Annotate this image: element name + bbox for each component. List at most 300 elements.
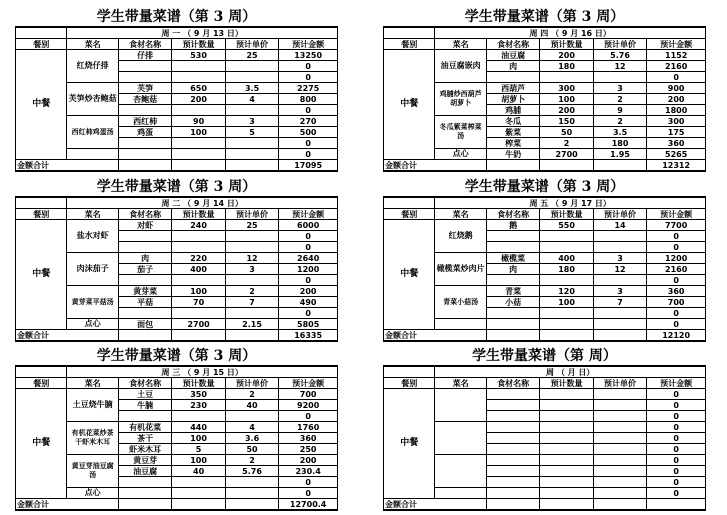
header-dish: 菜名	[67, 39, 118, 50]
header-meal: 餐别	[16, 39, 67, 50]
header-meal: 餐别	[16, 209, 67, 220]
qty-cell: 240	[172, 220, 225, 231]
amount-cell: 0	[279, 72, 338, 83]
amount-cell: 500	[279, 127, 338, 138]
ingredient-cell: 冬瓜	[486, 116, 539, 127]
qty-cell: 400	[540, 253, 593, 264]
total-amount: 12700.4	[279, 499, 338, 511]
dish-name: 橄榄菜炒肉片	[435, 253, 486, 286]
qty-cell: 2700	[172, 319, 225, 330]
total-label: 金额合计	[16, 499, 119, 511]
price-cell: 2	[225, 286, 278, 297]
header-amount: 预计金额	[647, 378, 706, 389]
header-qty: 预计数量	[540, 378, 593, 389]
amount-cell: 13250	[279, 50, 338, 61]
dish-name	[67, 149, 118, 160]
day-date: 周 四 （ 9 月 16 日）	[435, 27, 706, 39]
header-dish: 菜名	[435, 39, 486, 50]
meal-type: 中餐	[16, 389, 67, 499]
ingredient-cell: 鹅	[486, 220, 539, 231]
qty-cell: 100	[172, 455, 225, 466]
amount-cell: 270	[279, 116, 338, 127]
amount-cell: 360	[279, 433, 338, 444]
price-cell	[593, 433, 646, 444]
menu-title: 学生带量菜谱（第 3 周）	[96, 348, 257, 364]
qty-cell	[540, 477, 593, 488]
qty-cell	[540, 275, 593, 286]
menu-table	[383, 365, 706, 511]
price-cell	[225, 488, 278, 499]
menu-title: 学生带量菜谱（第 周）	[472, 348, 617, 364]
menu-title: 学生带量菜谱（第 3 周）	[96, 9, 257, 25]
dish-name	[435, 319, 486, 330]
amount-cell: 700	[647, 297, 706, 308]
price-cell	[225, 477, 278, 488]
qty-cell	[540, 319, 593, 330]
qty-cell	[540, 488, 593, 499]
menu-panel-p3	[15, 178, 338, 342]
price-cell	[593, 455, 646, 466]
amount-cell: 0	[647, 319, 706, 330]
dish-name: 土豆烧牛腩	[67, 389, 118, 422]
qty-cell: 220	[172, 253, 225, 264]
table-row	[16, 389, 338, 400]
amount-cell: 0	[279, 308, 338, 319]
qty-cell	[172, 242, 225, 253]
qty-cell: 100	[172, 433, 225, 444]
header-qty: 预计数量	[540, 209, 593, 220]
menu-title: 学生带量菜谱（第 3 周）	[464, 9, 625, 25]
price-cell: 12	[593, 264, 646, 275]
ingredient-cell	[486, 477, 539, 488]
ingredient-cell: 有机花菜	[118, 422, 171, 433]
dish-name: 鸡脯炒西葫芦胡萝卜	[435, 83, 486, 116]
ingredient-cell	[486, 400, 539, 411]
qty-cell	[172, 105, 225, 116]
price-cell: 3	[225, 264, 278, 275]
ingredient-cell: 西红柿	[118, 116, 171, 127]
amount-cell: 0	[279, 149, 338, 160]
amount-cell: 1152	[647, 50, 706, 61]
header-qty: 预计数量	[172, 39, 225, 50]
ingredient-cell	[486, 466, 539, 477]
qty-cell	[540, 72, 593, 83]
qty-cell: 200	[172, 94, 225, 105]
ingredient-cell	[486, 319, 539, 330]
dish-name: 有机花菜炒茶干虾米木耳	[67, 422, 118, 455]
dish-name: 点心	[67, 319, 118, 330]
price-cell: 14	[593, 220, 646, 231]
menu-panel-p4	[383, 178, 706, 342]
amount-cell: 0	[279, 488, 338, 499]
ingredient-cell: 土豆	[118, 389, 171, 400]
total-amount: 12120	[647, 330, 706, 342]
qty-cell: 2700	[540, 149, 593, 160]
price-cell: 3.6	[225, 433, 278, 444]
header-ingredient: 食材名称	[118, 39, 171, 50]
amount-cell: 0	[647, 275, 706, 286]
ingredient-cell: 胡萝卜	[486, 94, 539, 105]
qty-cell: 200	[540, 105, 593, 116]
price-cell: 4	[225, 94, 278, 105]
header-meal: 餐别	[384, 209, 435, 220]
amount-cell: 300	[647, 116, 706, 127]
qty-cell: 300	[540, 83, 593, 94]
qty-cell: 100	[540, 94, 593, 105]
dish-name: 点心	[435, 149, 486, 160]
amount-cell: 0	[279, 138, 338, 149]
ingredient-cell	[118, 488, 171, 499]
qty-cell	[540, 242, 593, 253]
header-dish: 菜名	[435, 209, 486, 220]
header-dish: 菜名	[67, 378, 118, 389]
qty-cell: 2	[540, 138, 593, 149]
ingredient-cell	[118, 308, 171, 319]
ingredient-cell: 牛奶	[486, 149, 539, 160]
dish-name: 红烧鹅	[435, 220, 486, 253]
dish-name: 黄芽菜平菇汤	[67, 286, 118, 319]
price-cell: 7	[225, 297, 278, 308]
qty-cell: 440	[172, 422, 225, 433]
ingredient-cell	[486, 444, 539, 455]
dish-name: 西红柿鸡蛋汤	[67, 116, 118, 149]
qty-cell: 350	[172, 389, 225, 400]
ingredient-cell	[118, 242, 171, 253]
header-meal: 餐别	[16, 378, 67, 389]
price-cell: 25	[225, 50, 278, 61]
amount-cell: 5265	[647, 149, 706, 160]
day-date: 周 二 （ 9 月 14 日）	[67, 197, 338, 209]
price-cell: 7	[593, 297, 646, 308]
qty-cell: 100	[172, 286, 225, 297]
dish-name: 红烧仔排	[67, 50, 118, 83]
amount-cell: 900	[647, 83, 706, 94]
qty-cell: 5	[172, 444, 225, 455]
amount-cell: 230.4	[279, 466, 338, 477]
dish-name: 芙笋炒杏鲍菇	[67, 83, 118, 116]
qty-cell: 650	[172, 83, 225, 94]
ingredient-cell: 仔排	[118, 50, 171, 61]
price-cell: 3	[593, 253, 646, 264]
amount-cell: 0	[647, 231, 706, 242]
price-cell	[593, 477, 646, 488]
menu-table	[15, 26, 338, 172]
amount-cell: 0	[647, 477, 706, 488]
price-cell	[225, 105, 278, 116]
day-date: 周 五 （ 9 月 17 日）	[435, 197, 706, 209]
price-cell	[593, 466, 646, 477]
header-qty: 预计数量	[540, 39, 593, 50]
qty-cell	[540, 389, 593, 400]
amount-cell: 200	[279, 286, 338, 297]
price-cell	[593, 444, 646, 455]
menu-title: 学生带量菜谱（第 3 周）	[96, 179, 257, 195]
qty-cell	[172, 61, 225, 72]
price-cell: 180	[593, 138, 646, 149]
amount-cell: 0	[647, 308, 706, 319]
price-cell: 12	[225, 253, 278, 264]
price-cell	[225, 275, 278, 286]
menu-table	[383, 26, 706, 172]
header-ingredient: 食材名称	[118, 209, 171, 220]
qty-cell	[172, 149, 225, 160]
ingredient-cell	[118, 231, 171, 242]
ingredient-cell	[118, 477, 171, 488]
amount-cell: 1200	[647, 253, 706, 264]
ingredient-cell	[486, 72, 539, 83]
ingredient-cell: 西葫芦	[486, 83, 539, 94]
ingredient-cell: 油豆腐	[118, 466, 171, 477]
ingredient-cell	[118, 72, 171, 83]
amount-cell: 7700	[647, 220, 706, 231]
amount-cell: 0	[647, 433, 706, 444]
qty-cell	[172, 138, 225, 149]
meal-type: 中餐	[384, 220, 435, 330]
price-cell	[225, 138, 278, 149]
amount-cell: 0	[279, 411, 338, 422]
qty-cell: 200	[540, 50, 593, 61]
price-cell: 5.76	[225, 466, 278, 477]
table-row	[16, 220, 338, 231]
qty-cell	[540, 231, 593, 242]
header-qty: 预计数量	[172, 209, 225, 220]
price-cell: 9	[593, 105, 646, 116]
price-cell: 3	[593, 83, 646, 94]
amount-cell: 800	[279, 94, 338, 105]
amount-cell: 700	[279, 389, 338, 400]
header-price: 预计单价	[225, 209, 278, 220]
amount-cell: 0	[647, 444, 706, 455]
price-cell	[593, 400, 646, 411]
price-cell: 3.5	[593, 127, 646, 138]
qty-cell	[172, 308, 225, 319]
total-label: 金额合计	[16, 160, 119, 172]
menu-table	[383, 196, 706, 342]
qty-cell	[540, 444, 593, 455]
ingredient-cell: 平菇	[118, 297, 171, 308]
price-cell	[225, 242, 278, 253]
price-cell: 5	[225, 127, 278, 138]
menu-table	[15, 365, 338, 511]
price-cell	[593, 319, 646, 330]
dish-name: 点心	[67, 488, 118, 499]
day-date: 周 一 （ 9 月 13 日）	[67, 27, 338, 39]
qty-cell: 100	[540, 297, 593, 308]
amount-cell: 0	[279, 61, 338, 72]
dish-name: 冬瓜紫菜榨菜汤	[435, 116, 486, 149]
header-amount: 预计金额	[279, 39, 338, 50]
dish-name	[435, 422, 486, 455]
ingredient-cell	[118, 149, 171, 160]
ingredient-cell: 鸡蛋	[118, 127, 171, 138]
qty-cell: 180	[540, 264, 593, 275]
ingredient-cell: 牛腩	[118, 400, 171, 411]
dish-name: 青菜小菇汤	[435, 286, 486, 319]
qty-cell	[172, 72, 225, 83]
amount-cell: 0	[279, 275, 338, 286]
ingredient-cell	[486, 411, 539, 422]
table-row	[384, 220, 706, 231]
price-cell: 12	[593, 61, 646, 72]
total-label: 金额合计	[16, 330, 119, 342]
ingredient-cell	[118, 411, 171, 422]
price-cell	[593, 231, 646, 242]
header-ingredient: 食材名称	[486, 209, 539, 220]
price-cell: 4	[225, 422, 278, 433]
ingredient-cell: 黄芽菜	[118, 286, 171, 297]
header-qty: 预计数量	[172, 378, 225, 389]
ingredient-cell: 面包	[118, 319, 171, 330]
amount-cell: 250	[279, 444, 338, 455]
ingredient-cell: 紫菜	[486, 127, 539, 138]
qty-cell: 120	[540, 286, 593, 297]
header-ingredient: 食材名称	[486, 39, 539, 50]
price-cell: 2.15	[225, 319, 278, 330]
qty-cell	[540, 308, 593, 319]
qty-cell	[172, 477, 225, 488]
amount-cell: 1800	[647, 105, 706, 116]
dish-name: 肉沫茄子	[67, 253, 118, 286]
dish-name	[435, 455, 486, 488]
ingredient-cell	[118, 105, 171, 116]
header-price: 预计单价	[593, 39, 646, 50]
amount-cell: 0	[647, 242, 706, 253]
price-cell: 40	[225, 400, 278, 411]
qty-cell	[540, 400, 593, 411]
header-amount: 预计金额	[647, 39, 706, 50]
header-price: 预计单价	[593, 209, 646, 220]
ingredient-cell: 榨菜	[486, 138, 539, 149]
header-amount: 预计金额	[647, 209, 706, 220]
header-price: 预计单价	[225, 378, 278, 389]
price-cell: 3.5	[225, 83, 278, 94]
header-dish: 菜名	[67, 209, 118, 220]
qty-cell: 100	[172, 127, 225, 138]
ingredient-cell	[486, 455, 539, 466]
header-meal: 餐别	[384, 378, 435, 389]
ingredient-cell: 肉	[486, 264, 539, 275]
qty-cell: 230	[172, 400, 225, 411]
ingredient-cell: 青菜	[486, 286, 539, 297]
table-row	[384, 50, 706, 61]
ingredient-cell: 小菇	[486, 297, 539, 308]
amount-cell: 0	[647, 455, 706, 466]
price-cell	[225, 231, 278, 242]
dish-name: 盐水对虾	[67, 220, 118, 253]
amount-cell: 1200	[279, 264, 338, 275]
price-cell: 2	[225, 389, 278, 400]
total-amount: 16335	[279, 330, 338, 342]
menu-panel-p6	[383, 347, 706, 511]
qty-cell: 40	[172, 466, 225, 477]
header-meal: 餐别	[384, 39, 435, 50]
price-cell	[225, 72, 278, 83]
amount-cell: 175	[647, 127, 706, 138]
ingredient-cell	[486, 231, 539, 242]
ingredient-cell: 鸡脯	[486, 105, 539, 116]
qty-cell	[172, 488, 225, 499]
amount-cell: 360	[647, 138, 706, 149]
ingredient-cell: 油豆腐	[486, 50, 539, 61]
amount-cell: 0	[647, 411, 706, 422]
price-cell	[593, 275, 646, 286]
price-cell: 2	[593, 116, 646, 127]
ingredient-cell	[486, 422, 539, 433]
amount-cell: 200	[647, 94, 706, 105]
price-cell	[593, 488, 646, 499]
total-amount: 12312	[647, 160, 706, 172]
amount-cell: 0	[647, 72, 706, 83]
total-amount	[647, 499, 706, 511]
menu-panel-p2	[383, 8, 706, 172]
meal-type: 中餐	[16, 220, 67, 330]
ingredient-cell: 茄子	[118, 264, 171, 275]
ingredient-cell	[486, 488, 539, 499]
price-cell: 3	[225, 116, 278, 127]
ingredient-cell	[118, 138, 171, 149]
total-label: 金额合计	[384, 499, 487, 511]
total-label: 金额合计	[384, 330, 487, 342]
table-row	[384, 389, 706, 400]
qty-cell	[540, 433, 593, 444]
qty-cell	[540, 411, 593, 422]
day-date: 周 三 （ 9 月 15 日）	[67, 366, 338, 378]
ingredient-cell: 茶干	[118, 433, 171, 444]
amount-cell: 0	[279, 477, 338, 488]
dish-name: 黄豆芽油豆腐汤	[67, 455, 118, 488]
meal-type: 中餐	[384, 389, 435, 499]
amount-cell: 2160	[647, 264, 706, 275]
header-price: 预计单价	[593, 378, 646, 389]
qty-cell: 550	[540, 220, 593, 231]
price-cell	[225, 149, 278, 160]
ingredient-cell	[486, 275, 539, 286]
amount-cell: 2160	[647, 61, 706, 72]
qty-cell: 180	[540, 61, 593, 72]
price-cell: 50	[225, 444, 278, 455]
amount-cell: 360	[647, 286, 706, 297]
ingredient-cell: 肉	[118, 253, 171, 264]
amount-cell: 2275	[279, 83, 338, 94]
total-label: 金额合计	[384, 160, 487, 172]
amount-cell: 0	[647, 389, 706, 400]
menu-table	[15, 196, 338, 342]
price-cell	[593, 422, 646, 433]
amount-cell: 0	[647, 400, 706, 411]
qty-cell: 150	[540, 116, 593, 127]
menu-panel-p5	[15, 347, 338, 511]
header-ingredient: 食材名称	[118, 378, 171, 389]
price-cell	[593, 242, 646, 253]
dish-name	[435, 488, 486, 499]
day-date: 周 （ 月 日）	[435, 366, 706, 378]
price-cell	[593, 308, 646, 319]
price-cell	[225, 61, 278, 72]
amount-cell: 1760	[279, 422, 338, 433]
price-cell: 5.76	[593, 50, 646, 61]
amount-cell: 5805	[279, 319, 338, 330]
ingredient-cell: 虾米木耳	[118, 444, 171, 455]
amount-cell: 0	[279, 231, 338, 242]
qty-cell	[540, 455, 593, 466]
qty-cell	[172, 275, 225, 286]
amount-cell: 9200	[279, 400, 338, 411]
qty-cell: 400	[172, 264, 225, 275]
price-cell: 2	[593, 94, 646, 105]
ingredient-cell	[486, 242, 539, 253]
price-cell: 2	[225, 455, 278, 466]
header-amount: 预计金额	[279, 209, 338, 220]
